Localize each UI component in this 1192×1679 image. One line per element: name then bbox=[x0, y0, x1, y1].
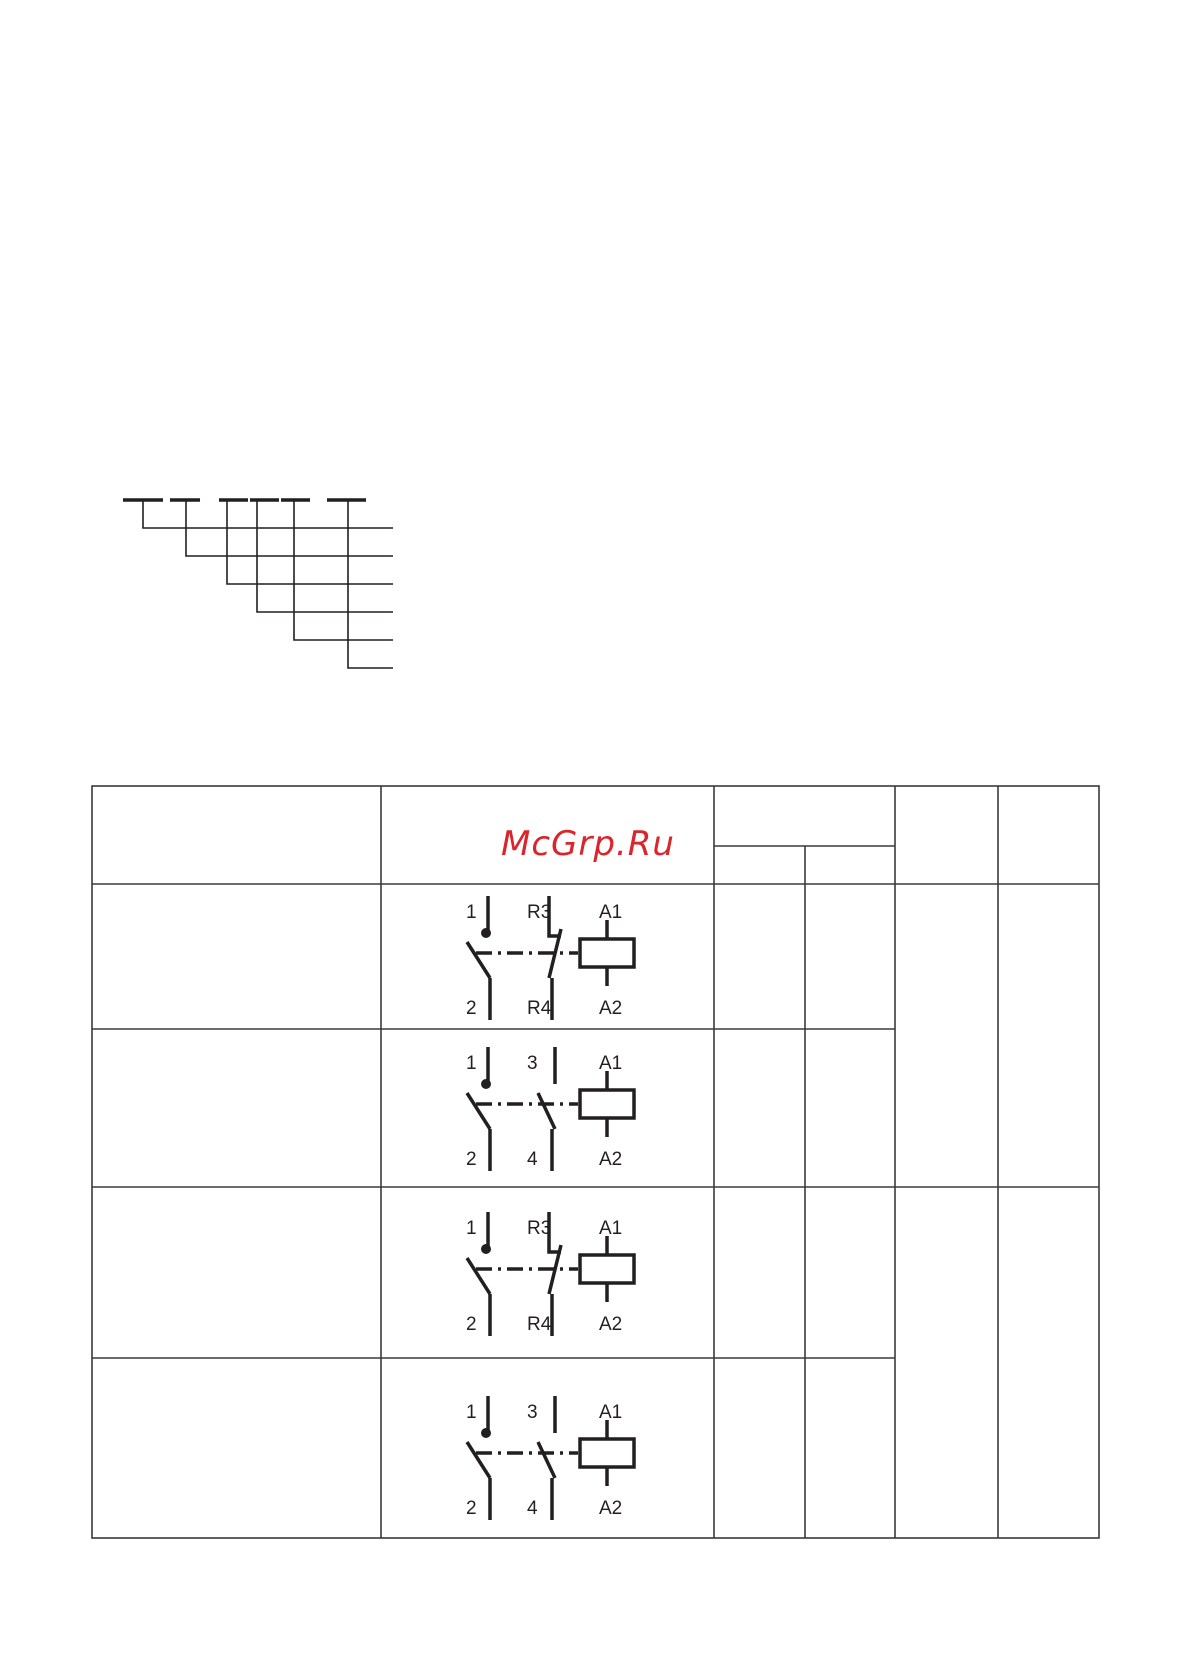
contact-label-bottom-mid: R4 bbox=[527, 1314, 552, 1335]
contact-label-top-left: 1 bbox=[466, 1053, 477, 1074]
code-leader-line bbox=[227, 500, 393, 584]
contact-2-blade bbox=[538, 1093, 555, 1129]
coil-label-top: A1 bbox=[599, 1402, 623, 1423]
code-leader-line bbox=[143, 500, 393, 528]
coil-label-top: A1 bbox=[599, 1218, 623, 1239]
contact-1-blade bbox=[467, 1258, 490, 1294]
coil-label-bottom: A2 bbox=[599, 1498, 623, 1519]
coil-label-bottom: A2 bbox=[599, 1149, 623, 1170]
contact-1-blade bbox=[467, 1093, 490, 1129]
contact-label-top-left: 1 bbox=[466, 1218, 477, 1239]
contact-label-bottom-left: 2 bbox=[466, 998, 477, 1019]
contact-label-top-mid: 3 bbox=[527, 1053, 538, 1074]
wiring-symbol-row-2 bbox=[466, 1047, 634, 1171]
contact-1-blade bbox=[467, 942, 490, 978]
contact-label-bottom-mid: R4 bbox=[527, 998, 552, 1019]
contact-label-top-left: 1 bbox=[466, 1402, 477, 1423]
coil-label-top: A1 bbox=[599, 1053, 623, 1074]
contact-label-bottom-left: 2 bbox=[466, 1498, 477, 1519]
coil-rect bbox=[580, 1090, 634, 1118]
table-border bbox=[92, 786, 1099, 1538]
code-leader-lines bbox=[143, 500, 393, 668]
coil-label-top: A1 bbox=[599, 902, 623, 923]
watermark-text: McGrp.Ru bbox=[501, 824, 675, 864]
coil-rect bbox=[580, 939, 634, 967]
contact-latch-dot bbox=[481, 928, 491, 938]
contact-label-top-left: 1 bbox=[466, 902, 477, 923]
contact-label-bottom-left: 2 bbox=[466, 1314, 477, 1335]
contact-2-blade bbox=[538, 1442, 555, 1478]
contact-latch-dot bbox=[481, 1079, 491, 1089]
contact-label-bottom-left: 2 bbox=[466, 1149, 477, 1170]
spec-table bbox=[92, 786, 1099, 1538]
contact-label-top-mid: R3 bbox=[527, 1218, 552, 1239]
wiring-symbol-row-1 bbox=[466, 896, 634, 1020]
coil-rect bbox=[580, 1439, 634, 1467]
contact-label-bottom-mid: 4 bbox=[527, 1149, 538, 1170]
code-leader-line bbox=[294, 500, 393, 640]
coil-label-bottom: A2 bbox=[599, 998, 623, 1019]
type-code-diagram bbox=[123, 500, 393, 668]
coil-label-bottom: A2 bbox=[599, 1314, 623, 1335]
contact-latch-dot bbox=[481, 1428, 491, 1438]
contact-latch-dot bbox=[481, 1244, 491, 1254]
wiring-symbol-row-3 bbox=[466, 1212, 634, 1336]
wiring-symbol-row-4 bbox=[466, 1396, 634, 1520]
contact-label-top-mid: R3 bbox=[527, 902, 552, 923]
contact-1-blade bbox=[467, 1442, 490, 1478]
contact-label-bottom-mid: 4 bbox=[527, 1498, 538, 1519]
contact-label-top-mid: 3 bbox=[527, 1402, 538, 1423]
coil-rect bbox=[580, 1255, 634, 1283]
